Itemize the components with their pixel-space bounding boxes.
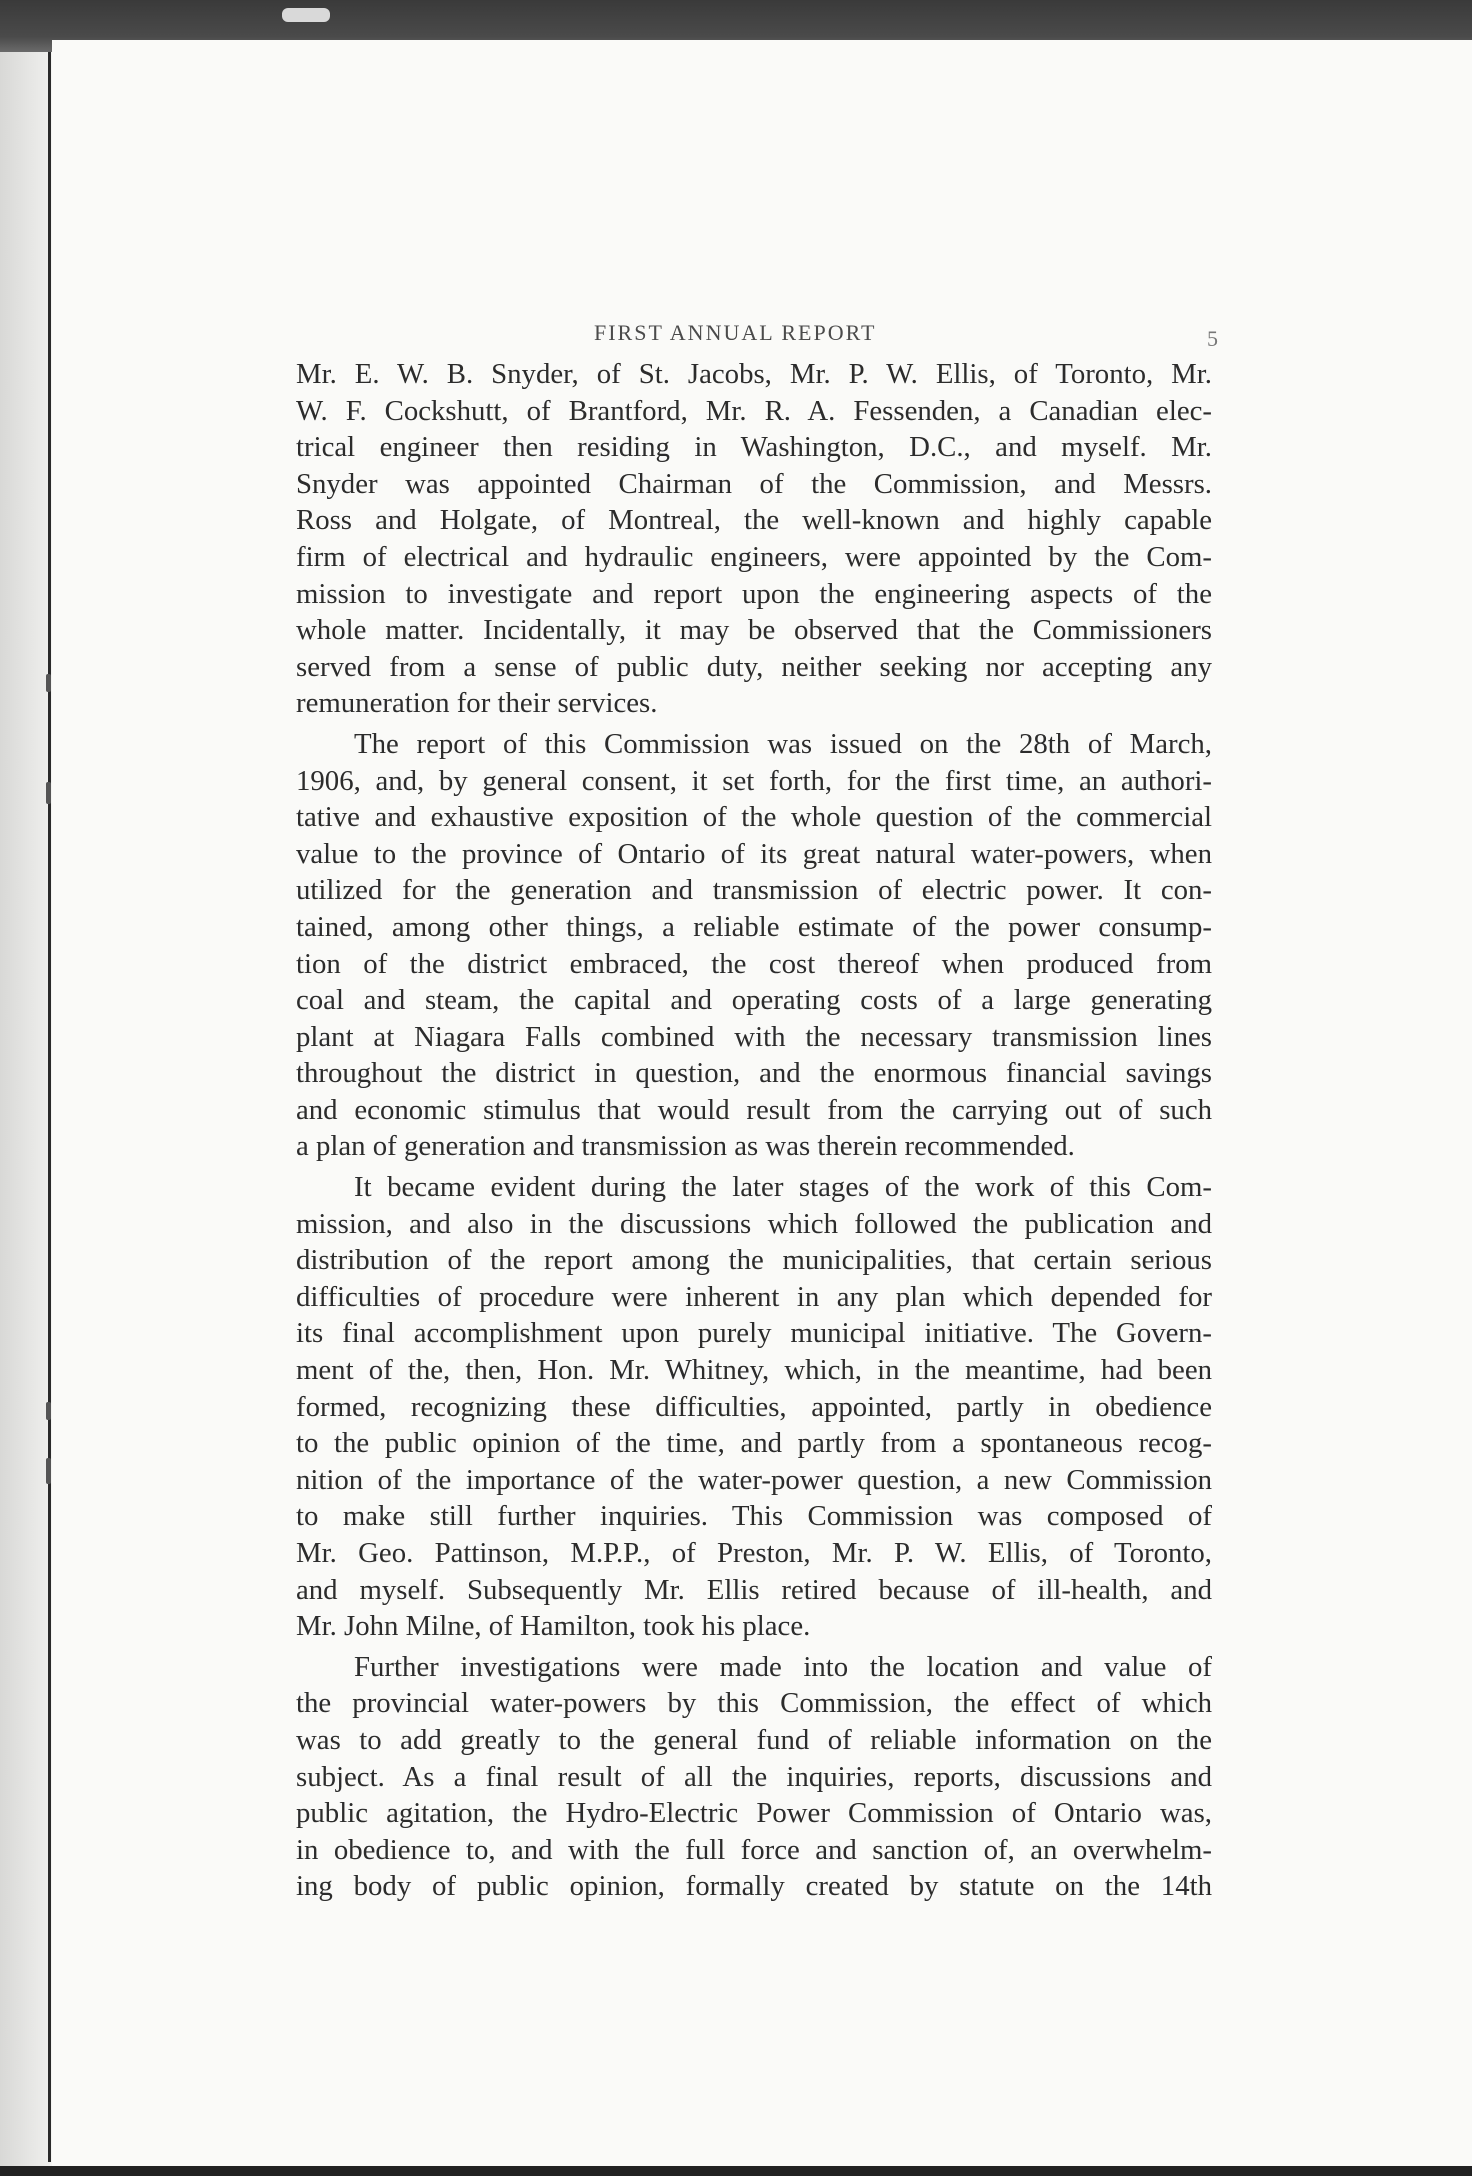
text-line: distribution of the report among the municipalities, that certain serious: [296, 1244, 1212, 1277]
text-line: ing body of public opinion, formally created by statute on the 14th: [296, 1870, 1212, 1903]
text-line: W. F. Cockshutt, of Brantford, Mr. R. A. Fessenden, a Canadian elec-: [296, 394, 1212, 427]
text-line: formed, recognizing these difficulties, appointed, partly in obedience: [296, 1390, 1212, 1423]
paragraph: [296, 1649, 1212, 1905]
text-line: coal and steam, the capital and operating costs of a large generating: [296, 984, 1212, 1017]
text-line: the provincial water-powers by this Commission, the effect of which: [296, 1687, 1212, 1720]
text-line: was to add greatly to the general fund of reliable information on the: [296, 1723, 1212, 1756]
text-line: utilized for the generation and transmission of electric power. It con-: [296, 874, 1212, 907]
paragraph: [296, 726, 1212, 1165]
text-line: and myself. Subsequently Mr. Ellis retired because of ill-health, and: [296, 1573, 1212, 1606]
running-head-title: FIRST ANNUAL REPORT: [594, 320, 877, 345]
binding-edge-line: [48, 42, 51, 2162]
running-head: [300, 316, 1220, 352]
text-line: ment of the, then, Hon. Mr. Whitney, which, in the meantime, had been: [296, 1354, 1212, 1387]
text-line: Mr. E. W. B. Snyder, of St. Jacobs, Mr. P. W. Ellis, of Toronto, Mr.: [296, 358, 1212, 390]
text-line: its final accomplishment upon purely municipal initiative. The Govern-: [296, 1317, 1212, 1350]
text-line: mission, and also in the discussions which followed the publication and: [296, 1207, 1212, 1240]
margin-mark: [46, 674, 51, 692]
text-line: firm of electrical and hydraulic engineers, were appointed by the Com-: [296, 540, 1212, 573]
text-line: remuneration for their services.: [296, 687, 658, 720]
scan-bottom-edge: [0, 2166, 1472, 2176]
text-line: a plan of generation and transmission as was therein recommended.: [296, 1130, 1075, 1163]
text-line: trical engineer then residing in Washington, D.C., and myself. Mr.: [296, 431, 1212, 464]
text-line: served from a sense of public duty, neither seeking nor accepting any: [296, 650, 1212, 683]
text-line: Ross and Holgate, of Montreal, the well-known and highly capable: [296, 504, 1212, 537]
text-line: public agitation, the Hydro-Electric Power Commission of Ontario was,: [296, 1797, 1212, 1830]
text-line: to the public opinion of the time, and partly from a spontaneous recog-: [296, 1427, 1212, 1460]
text-line: difficulties of procedure were inherent in any plan which depended for: [296, 1280, 1212, 1313]
text-line: plant at Niagara Falls combined with the necessary transmission lines: [296, 1020, 1212, 1053]
scan-left-edge: [0, 0, 50, 2176]
text-line: Mr. Geo. Pattinson, M.P.P., of Preston, Mr. P. W. Ellis, of Toronto,: [296, 1537, 1212, 1569]
body-text: [296, 356, 1212, 1905]
page-number: 5: [1207, 326, 1220, 351]
text-line: nition of the importance of the water-power question, a new Commission: [296, 1463, 1212, 1496]
text-line: Further investigations were made into the location and value of: [354, 1650, 1212, 1683]
text-line: Snyder was appointed Chairman of the Commission, and Messrs.: [296, 467, 1212, 500]
text-line: Mr. John Milne, of Hamilton, took his place.: [296, 1610, 811, 1643]
text-line: 1906, and, by general consent, it set forth, for the first time, an authori-: [296, 764, 1212, 797]
text-line: tion of the district embraced, the cost thereof when produced from: [296, 947, 1212, 980]
text-line: to make still further inquiries. This Commission was composed of: [296, 1500, 1212, 1533]
text-line: whole matter. Incidentally, it may be observed that the Commissioners: [296, 614, 1212, 647]
text-line: tained, among other things, a reliable estimate of the power consump-: [296, 910, 1212, 943]
scan-artifact-mark: [282, 8, 330, 22]
text-line: tative and exhaustive exposition of the whole question of the commercial: [296, 801, 1212, 834]
margin-mark: [46, 782, 51, 804]
paragraph: [296, 356, 1212, 722]
text-line: and economic stimulus that would result from the carrying out of such: [296, 1093, 1212, 1126]
text-line: It became evident during the later stages of the work of this Com-: [354, 1171, 1212, 1204]
margin-mark: [46, 1402, 51, 1420]
text-line: subject. As a final result of all the inquiries, reports, discussions and: [296, 1760, 1212, 1793]
paragraph: [296, 1169, 1212, 1645]
margin-mark: [46, 1458, 51, 1484]
text-line: The report of this Commission was issued on the 28th of March,: [354, 727, 1212, 760]
text-line: value to the province of Ontario of its great natural water-powers, when: [296, 837, 1212, 870]
text-line: throughout the district in question, and the enormous financial savings: [296, 1057, 1212, 1090]
text-line: in obedience to, and with the full force and sanction of, an overwhelm-: [296, 1833, 1212, 1866]
text-line: mission to investigate and report upon the engineering aspects of the: [296, 577, 1212, 610]
